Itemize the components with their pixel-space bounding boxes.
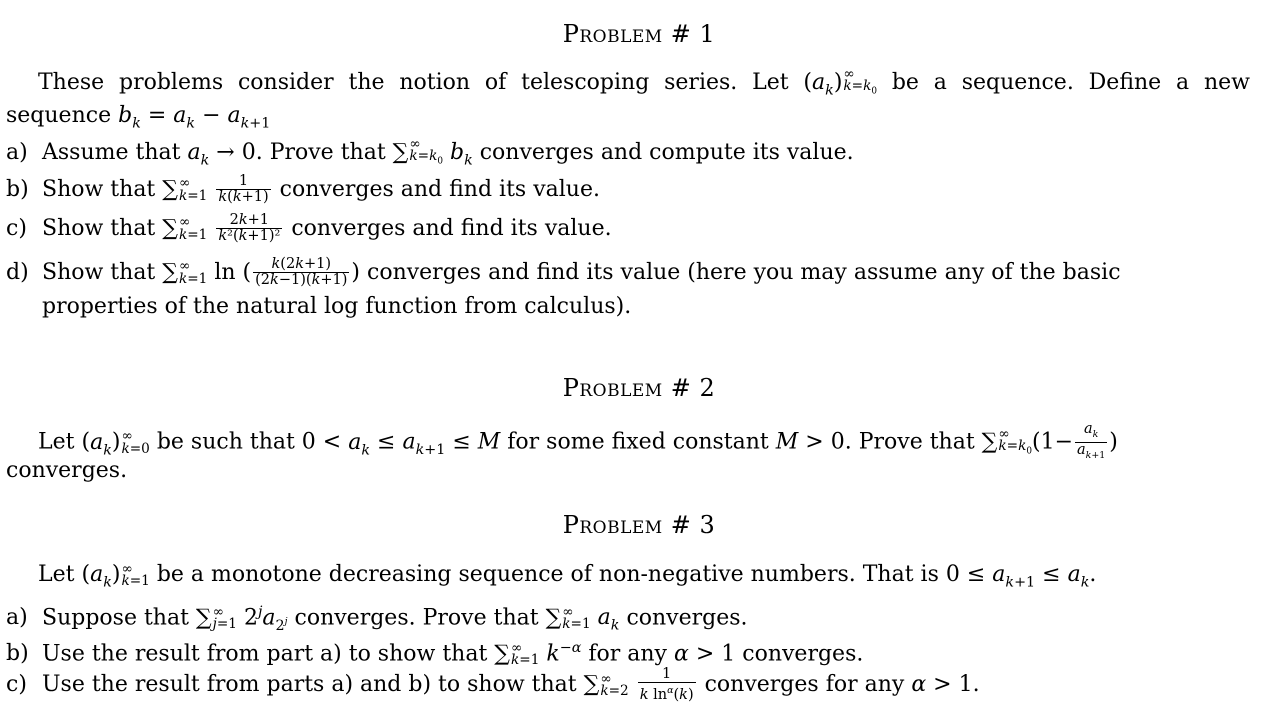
p1-part-d: d) Show that ∑ ∞ k=1 ln ( $\frac{k(2k+1)}{(2k-1)(k+1)}$ ) converges and find its value (here you may assume any of the basic [6, 256, 1121, 289]
p2-line2: converges. [6, 458, 128, 483]
p3-part-b: b) Use the result from part a) to show that ∑ ∞ k=1 $k^{-\alpha}$ for any α > 1 converges. [6, 640, 864, 669]
p1-intro-line2: sequence $b_k = a_k - a_{k+1}$ [6, 103, 271, 132]
p1-intro-line1: These problems consider the notion of telescoping series. Let $(a_k)$ ∞ $k=k_0$ be a sequence. Define a new [38, 66, 1250, 99]
p1-part-c: c) Show that ∑ ∞ k=1 $\frac{2k+1}{\text{k²(k+1)²}}$ converges and find its value. [6, 212, 612, 245]
p2-line1: Let $(a_k)$ ∞ k=0 be such that $0 < a_k \le a_{k+1} \le M$ for some fixed constant M > 0. Prove that ∑ ∞ $k=k_0$ (1− $\frac{a_k}{a_{k+1}}$ ) [38, 421, 1118, 462]
p1-part-b: b) Show that ∑ ∞ k=1 $\frac{1}{k(k+1)}$ converges and find its value. [6, 173, 600, 206]
problem-2-heading: Problem # 2 [562, 374, 716, 402]
problem-3-heading: Problem # 3 [562, 511, 716, 539]
p3-intro: Let $(a_k)$ ∞ k=1 be a monotone decreasing sequence of non-negative numbers. That is $0 \le a_{k+1} \le a_k$. [38, 560, 1097, 591]
p3-part-c: c) Use the result from parts a) and b) to show that ∑ ∞ k=2 $\frac{1}{k \ln^\alpha(k)}$ converges for any α > 1. [6, 666, 980, 704]
problem-1-heading: Problem # 1 [562, 20, 716, 48]
p3-part-a: a) Suppose that ∑ ∞ j=1 $2^ja_{2^j}$ converges. Prove that ∑ ∞ k=1 $a_k$ converges. [6, 604, 748, 634]
p1-part-d-continued: properties of the natural log function from calculus). [42, 294, 632, 319]
p1-part-a: a) Assume that $a_k \to 0$. Prove that ∑ ∞ $k=k_0$ $b_k$ converges and compute its value. [6, 136, 854, 169]
